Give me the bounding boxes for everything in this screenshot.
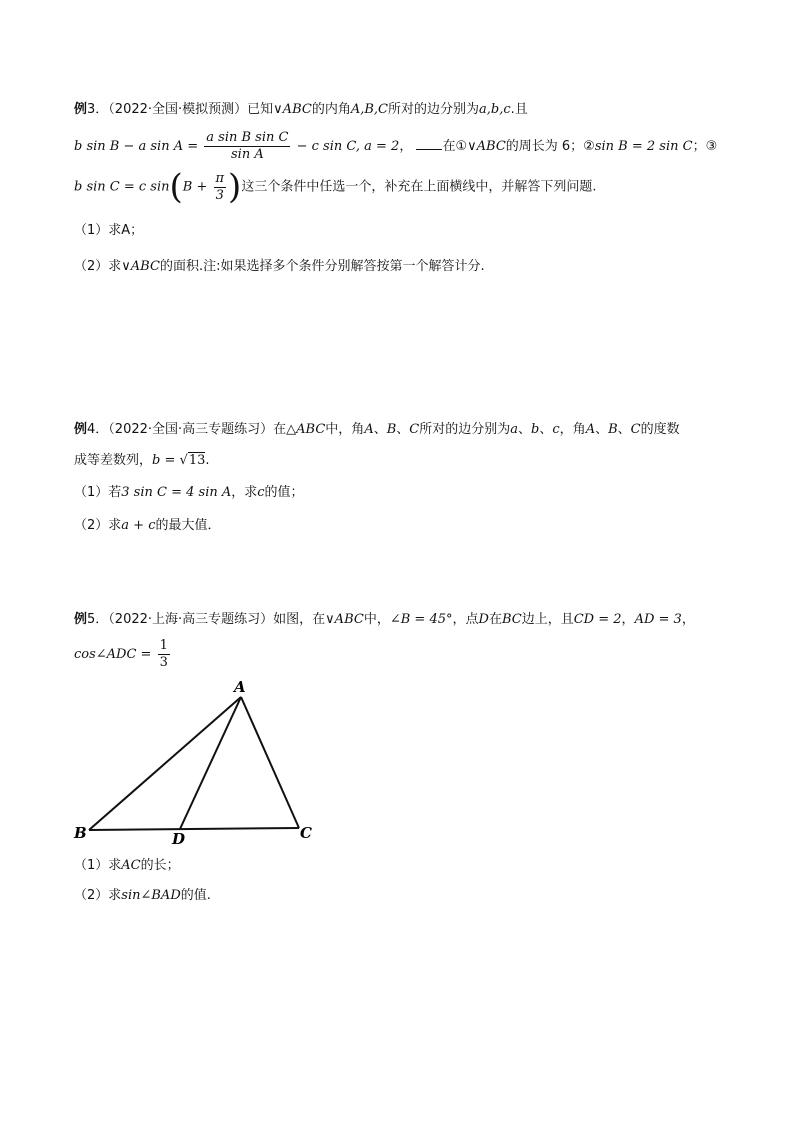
vertex-label-d: D <box>172 830 186 848</box>
triangle-name: ∨ABC <box>273 102 312 117</box>
example-4-question-1: （1）若3 sin C = 4 sin A，求c的值； <box>74 485 304 500</box>
example-4-question-2: （2）求a + c的最大值． <box>74 518 221 533</box>
example-5-line-1: 例5．（2022·上海·高三专题练习）如图，在∨ABC中，∠B = 45°，点D在BC边上，且CD = 2，AD = 3， <box>74 612 695 627</box>
example-number: 4． <box>87 422 109 437</box>
example-5-question-2: （2）求sin∠BAD的值. <box>74 888 211 903</box>
example-3-line-3: b sin C = c sin(B + $\frac{\pi}{3}$ )这三个条件中任选一个，补充在上面横线中，并解答下列问题. <box>74 167 597 207</box>
example-5-line-2: cos∠ADC = $\frac{1}{3}$ <box>74 638 168 670</box>
example-4-line-1: 例4．（2022·全国·高三专题练习）在△ABC中，角A、B、C所对的边分别为a、b、c，角A、B、C的度数 <box>74 422 680 437</box>
fill-blank <box>416 137 442 150</box>
example-source: （2022·全国·高三专题练习） <box>108 422 274 437</box>
vertex-label-b: B <box>74 824 87 842</box>
triangle-figure <box>70 676 330 848</box>
segment-ad <box>180 697 241 829</box>
example-source: （2022·全国·模拟预测） <box>108 102 248 117</box>
example-label: 例 <box>74 102 88 117</box>
example-5-question-1: （1）求AC的长； <box>74 858 180 873</box>
example-3-line-1: 例3．（2022·全国·模拟预测）已知∨ABC的内角A,B,C所对的边分别为a,b,c.且 <box>74 102 528 117</box>
equation-right: − c sin C, a = 2 <box>296 139 400 154</box>
pi-fraction: $\frac{\pi}{3}$ <box>215 170 225 203</box>
example-3-question-1: （1）求A； <box>74 223 144 238</box>
vertex-label-c: C <box>300 824 312 842</box>
fraction: $\frac{\text{a sin B sin C}}{\text{sin A}}$ <box>206 130 289 162</box>
sqrt-value: 13 <box>188 453 206 468</box>
example-source: （2022·上海·高三专题练习） <box>108 612 274 627</box>
example-number: 3． <box>87 102 109 117</box>
segment-bc <box>89 828 299 830</box>
segment-ab <box>89 697 241 830</box>
cos-fraction: $\frac{1}{3}$ <box>159 638 168 670</box>
example-3-line-2: b sin B − a sin A = $\frac{\text{a sin B sin C}}{\text{sin A}}$ − c sin C, a = 2， 在①∨ABC的周长为 6；②sin B = 2 sin C；③ <box>74 130 718 162</box>
example-4-line-2: 成等差数列，b = √13. <box>74 453 210 468</box>
example-number: 5． <box>87 612 109 627</box>
vertex-label-a: A <box>234 678 246 696</box>
example-label: 例 <box>74 422 88 437</box>
equation-left: b sin B − a sin A = <box>74 139 199 154</box>
example-label: 例 <box>74 612 88 627</box>
segment-ac <box>241 697 299 828</box>
example-3-question-2: （2）求∨ABC的面积.注:如果选择多个条件分别解答按第一个解答计分. <box>74 259 485 274</box>
